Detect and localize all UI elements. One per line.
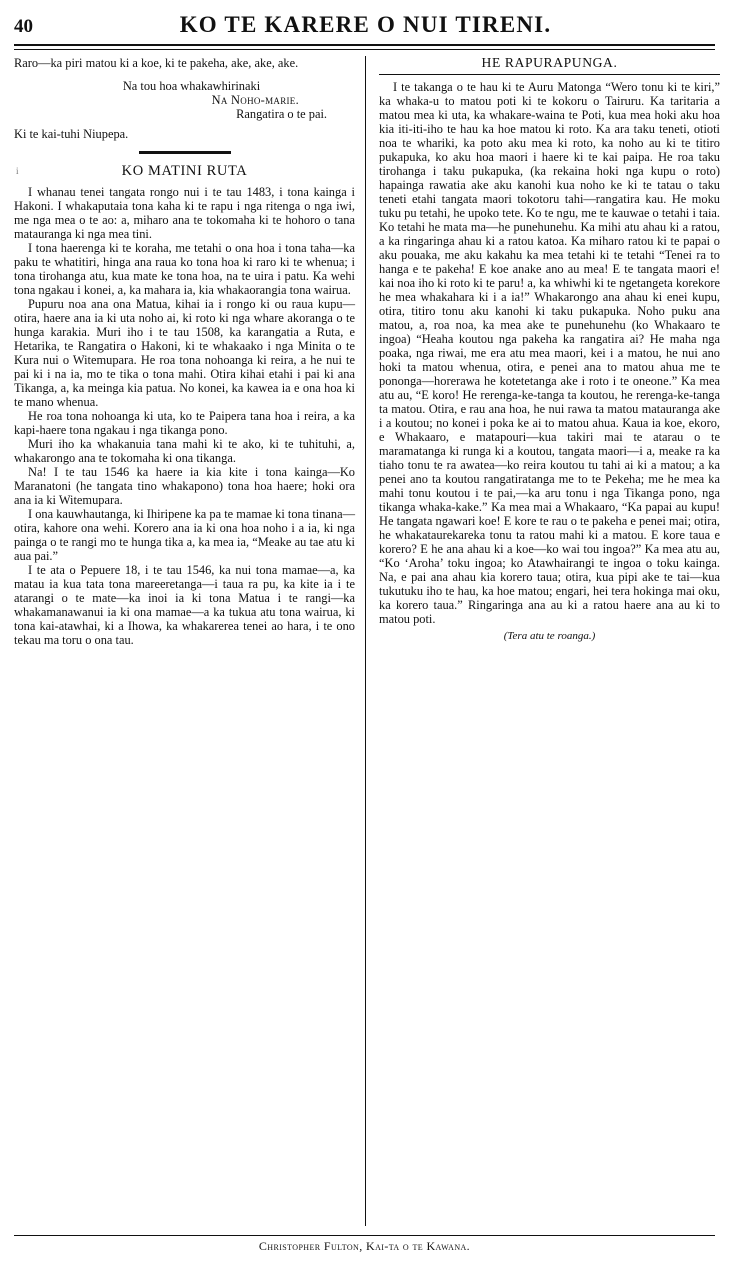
right-section-rule [379, 74, 720, 75]
article-paragraph: I tona haerenga ki te koraha, me tetahi o ona hoa i tona taha—ka paku te whatitiri, hinga ana raua ko tona hoa ki raro ki te whenua; i tona tirohanga atu, kua mate ke tona hoa, na te uira i patu. Ka wehi tona ngakau i konei, a, ka mahara ia, kia whakaorangia tona wairua. [14, 241, 355, 297]
letter-signoff-2: Na Noho-marie. [211, 93, 299, 107]
article-paragraph: Pupuru noa ana ona Matua, kihai ia i rongo ki ou raua kupu—otira, haere ana ia ki uta noho ai, ki roto ki nga whare akoranga o te hunga karakia. Muri iho i te tau 1508, ka karangatia a Ruta, e Hetarika, te Rangatira o Hakoni, ki te whakaako i nga Minita o te Kura nui o Witemupara. He roa tona nohoanga ki reira, a he nui te pai ki i na ia, mo te tika o tona mahi. Otira kihai etahi i pai ki ana Tikanga, a, ka meinga kia patua. No konei, ka kawea ia e ona hoa ki te mano whenua. [14, 297, 355, 409]
article-paragraph: I whanau tenei tangata rongo nui i te tau 1483, i tona kainga i Hakoni. I whakaputaia tona kaha ki te rapu i nga ritenga o nga iwi, me nga mea o te ao: a, miharo ana te tokomaha ki te hohoro o tana matauranga ki nga mea tini. [14, 185, 355, 241]
section-divider-rule [139, 151, 231, 154]
column-rule [365, 56, 366, 1226]
printer-imprint [14, 1239, 715, 1254]
page-footer [14, 1235, 715, 1254]
letter-signoff-1: Na tou hoa whakawhirinaki [122, 79, 261, 93]
right-section-title: HE RAPURAPUNGA. [481, 55, 618, 70]
spacer [14, 70, 355, 76]
right-column [373, 56, 720, 1226]
left-column [14, 56, 365, 1226]
newspaper-title: KO TE KARERE O NUI TIRENI. [179, 12, 552, 37]
article-paragraph: I te takanga o te hau ki te Auru Matonga “Wero tonu ki te kiri,” ka whaka-u to matou poti ki te kokoru o Tairuru. Ka taritaria a matou mea ki uta, ka whakare-waina te Poti, kua mea hoki aku hoa kia iti-iti-iho te hau ka hoe matou ki roto. Ka ara taku teneti, otioti noa te whariki, ka poto aku mea ki roto, ka noho au ki te titiro pukapuka, ko aku hoa maori i haere ki te kai paipa. He roa taku tirohanga i taku pukapuka, (ka rekaina hoki nga kupu o roto) hapainga rawatia ake aku kanohi kua noho ke ki te tatau o taku teneti etahi tangata maori tokotoru tahi—rangatira kau. He moku tuku pu tetahi, he upoko tete. Ko te ngu, me te kauwae o tetahi i taia. Ko tetahi he mata ma—he punehunehu. Ka mihi atu ahau ki a ratou, a ka ringaringa ahau ki a ratou katoa. Ka miharo ratou ki te papai o aku pouaka, me aku kakahu ka mea tetahi ki te tetahi “Tenei ra to hanga e te pakeha! E koe anake ano au mea! E te tangata maori e! kai noa iho ki roto ki te paru! a, ka whiwhi ki te ngetangeta korekore he mea whakahara ki i a ia!” Whakarongo ana ahau ki enei kupu, otira, titiro tonu aku kanohi ki taku pukapuka. Noho puku ana matou, a, roa noa, ka mea ake te punehunehu (ko Whakaaro te ingoa) “Heaha koutou nga pakeha ka rangatira ai? He maha nga poaka, nga riwai, me era atu mea maori, kei i a matou, he nui ano hoki ta matou whenua, otira, e penei ana to matou ahua me te pononga—horerawa he kotetetanga ake i roto i te oneone.” Ka mea atu au, “E koro! He rerenga-ke-tanga ta koutou, he rerenga-ke-tanga ta matou. Otira, e rau ana hoa, he nui rawa ta matou matauranga ake i a koutou; no konei i poka ke ai to matou ahua. Kaua ia koe, ekoro, e Whakaaro, e matapouri—kua takiri mai te atarau o te maramatanga ki runga ki a koutou, tangata maori—i a, meake ra ka tiaho tonu te ra awatea—ko reira koutou tu tahi ai ki a matou; a ka penei ano ta koutou rangatiratanga me to te Pekeha; me he mea ka mahi tonu koutou i te pai,—ka aru tonu i nga Tikanga pono, nga tikanga whaka-kake.” Ka mea mai a Whakaaro, “Ka papai au kupu! He tangata ngawari koe! E kore te rau o te pakeha e penei mai; otira, he whakataurekareka tonu ta ratou mahi ki a matou. E kore taua e korero? E he ana ahau ki a koe—ko wai tou ingoa?” Ka mea atu au, “Ko ‘Aroha’ toku ingoa; ko Atawhairangi te ingoa o toku kainga. Na, e pai ana ahau kia korero taua; otira, kua pipi ake te tai—kua tukutuku iho te hau, ka hoe matou; engari, hei tera hokinga mai oku, ka korero taua.” Ringaringa ana au ki a ratou haere ana au ki to matou poti. [379, 80, 720, 626]
article-title: KO MATINI RUTA [121, 163, 248, 179]
footer-rule [14, 1235, 715, 1236]
continuation-note: (Tera atu te roanga.) [503, 630, 596, 642]
letter-addressee: Ki te kai-tuhi Niupepa. [14, 127, 129, 141]
page-number: 40 [14, 16, 33, 37]
margin-tick: i [16, 166, 19, 176]
article-paragraph: Muri iho ka whakanuia tana mahi ki te ako, ki te tuhituhi, a, whakarongo ana te tokomaha ki ona tikanga. [14, 437, 355, 465]
column-container [14, 55, 720, 1226]
printer-imprint-text: Christopher Fulton, Kai-ta o te Kawana. [258, 1239, 471, 1253]
article-paragraph: I te ata o Pepuere 18, i te tau 1546, ka nui tona mamae—a, ka matau ia kua tata tona mareeretanga—i taua ra pu, ka kite ia i te atarangi o te mate—ka inoi ia ki tona Matua i te rangi—ka whakamanawanui ia ki ona mamae—a ka tukua atu tona wairua, ki tona kai-atawhai, ki a Ihowa, ka whakarerea tenei ao hara, i te ono tekau ma toru o ona tau. [14, 563, 355, 647]
masthead [14, 10, 715, 40]
letter-closing: Raro—ka piri matou ki a koe, ki te pakeha, ake, ake, ake. [14, 56, 299, 70]
letter-signoff-3: Rangatira o te pai. [236, 107, 327, 121]
masthead-rule [14, 44, 715, 50]
article-paragraph: I ona kauwhautanga, ki Ihiripene ka pa te mamae ki tona tinana—otira, kahore ona wehi. Korero ana ia ki ona hoa noho i a ia, ki nga painga o te rangi mo te hunga tika a, ka mea ia, “Meake au tae atu ki aua pai.” [14, 507, 355, 563]
article-paragraph: He roa tona nohoanga ki uta, ko te Paipera tana hoa i reira, a ka kapi-haere tona ngakau i nga tikanga pono. [14, 409, 355, 437]
article-paragraph: Na! I te tau 1546 ka haere ia kia kite i tona kainga—Ko Maranatoni (he tangata tino whakapono) tona hoa haere; hoki ora ana ia ki Witemupara. [14, 465, 355, 507]
